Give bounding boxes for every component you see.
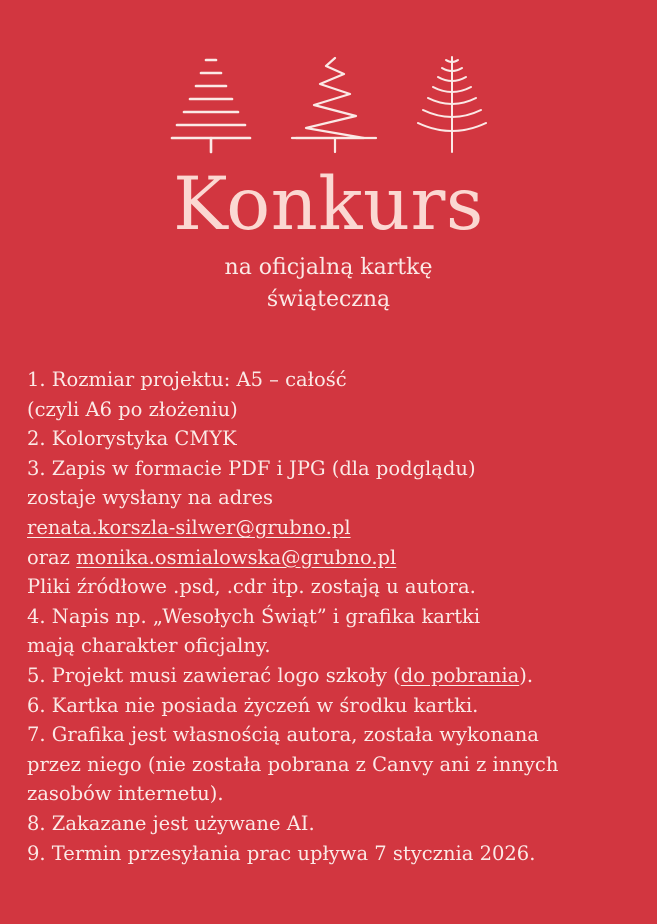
email-line-1 (27, 513, 652, 543)
oraz-label: oraz (27, 545, 77, 569)
rule-4-cont: mają charakter oficjalny. (27, 634, 271, 658)
rule-7-cont: przez niego (nie została pobrana z Canvy ani z innych (27, 752, 559, 776)
rule-9: 9. Termin przesyłania prac upływa 7 stycznia 2026. (27, 841, 536, 865)
rule-1: 1. Rozmiar projektu: A5 – całość (27, 368, 347, 391)
rule-3: 3. Zapis w formacie PDF i JPG (dla podglądu) (27, 456, 476, 480)
rule-6: 6. Kartka nie posiada życzeń w środku kartki. (27, 693, 479, 717)
subtitle-line-1: na oficjalną kartkę (224, 255, 433, 280)
subtitle-line-2: świąteczną (266, 287, 391, 312)
tree-icon-3 (414, 54, 490, 154)
email-line-2 (27, 543, 652, 573)
trees-decoration (0, 54, 657, 154)
tree-icon-2 (290, 54, 380, 154)
tree-icon-1 (170, 54, 252, 154)
email-link-1[interactable]: renata.korszla-silwer@grubno.pl (27, 515, 351, 539)
page-title: Konkurs (173, 162, 484, 247)
rule-1-note: (czyli A6 po złożeniu) (27, 397, 238, 421)
rule-5 (27, 661, 652, 691)
rule-5-text: 5. Projekt musi zawierać logo szkoły ( (27, 663, 401, 687)
download-logo-link[interactable]: do pobrania (400, 663, 520, 687)
rule-5-end: ). (519, 663, 534, 687)
rule-8: 8. Zakazane jest używane AI. (27, 811, 315, 835)
rules-list (27, 365, 652, 868)
rule-2: 2. Kolorystyka CMYK (27, 427, 237, 451)
rule-4: 4. Napis np. „Wesołych Świąt” i grafika kartki (27, 604, 481, 628)
subtitle (0, 252, 657, 316)
rule-3-cont: zostaje wysłany na adres (27, 486, 274, 510)
rule-7-end: zasobów internetu). (27, 782, 224, 806)
email-link-2[interactable]: monika.osmialowska@grubno.pl (76, 545, 397, 569)
rule-3-source-files: Pliki źródłowe .psd, .cdr itp. zostają u autora. (27, 575, 476, 599)
rule-7: 7. Grafika jest własnością autora, została wykonana (27, 723, 539, 747)
